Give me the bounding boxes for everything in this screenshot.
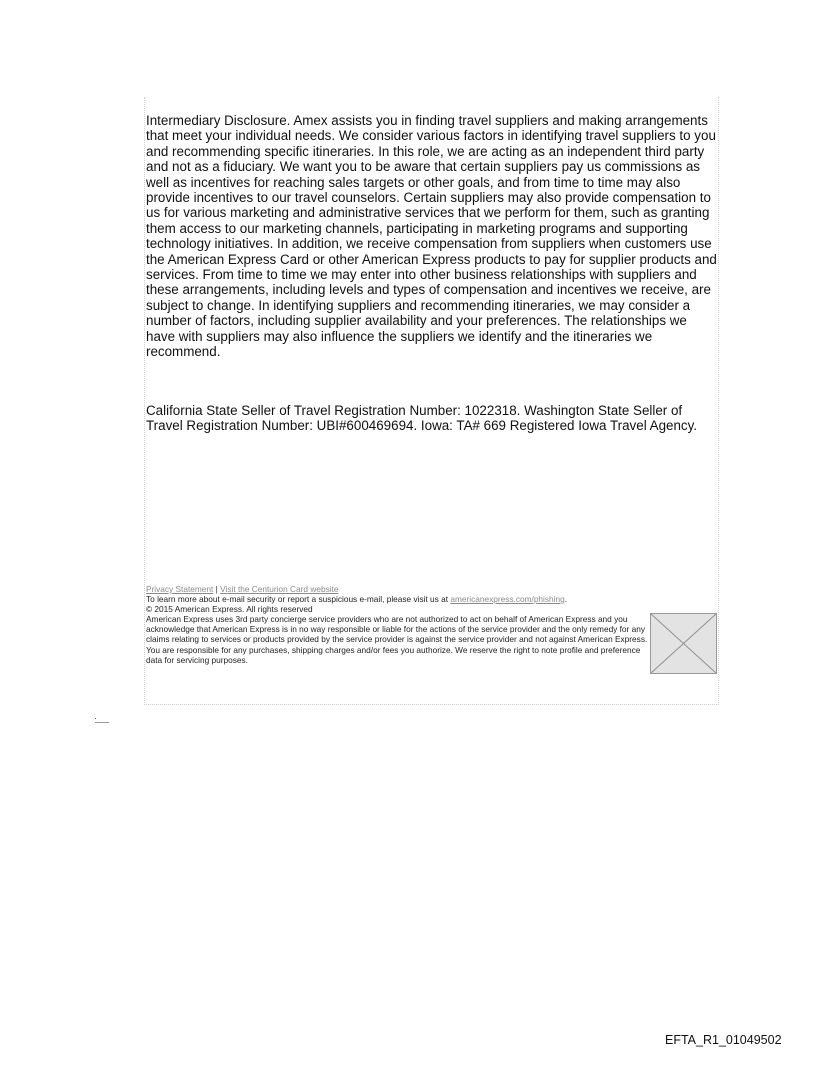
phishing-link[interactable]: americanexpress.com/phishing [450, 594, 565, 604]
stray-mark [95, 718, 109, 724]
email-security-text: To learn more about e-mail security or report a suspicious e-mail, please visit us at [146, 594, 449, 604]
link-separator: | [215, 584, 218, 594]
intermediary-disclosure: Intermediary Disclosure. Amex assists you in finding travel suppliers and making arrangements that meet your individual needs. We consider various factors in identifying travel suppliers to you and recommending specific itineraries. In this role, we are acting as an independent third party and not as a fiduciary. We want you to be aware that certain suppliers pay us commissions as well as incentives for reaching sales targets or other goals, and from time to time may also provide incentives to our travel counselors. Certain suppliers may also provide compensation to us for various marketing and administrative services that we perform for them, such as granting them access to our marketing channels, participating in marketing programs and supporting technology initiatives. In addition, we receive compensation from suppliers when customers use the American Express Card or other American Express products to pay for supplier products and services. From time to time we may enter into other business relationships with suppliers and these arrangements, including levels and types of compensation and incentives we receive, are subject to change. In identifying suppliers and recommending itineraries, we may consider a number of factors, including supplier availability and your preferences. The relationships we have with suppliers may also influence the suppliers we identify and the itineraries we recommend. [146, 113, 717, 360]
copyright-notice: © 2015 American Express. All rights reserved [146, 604, 313, 614]
privacy-statement-link[interactable]: Privacy Statement [146, 584, 214, 594]
email-security-end: . [564, 594, 568, 604]
seller-of-travel-registration: California State Seller of Travel Registration Number: 1022318. Washington State Seller of Travel Registration Number: UBI#600469694. Iowa: TA# 669 Registered Iowa Travel Agency. [146, 403, 698, 434]
email-security-notice [146, 594, 567, 604]
broken-image-icon [650, 613, 717, 674]
footer-links [146, 584, 338, 594]
centurion-card-website-link[interactable]: Visit the Centurion Card website [220, 584, 339, 594]
document-id: EFTA_R1_01049502 [665, 1033, 782, 1047]
concierge-disclaimer: American Express uses 3rd party concierge service providers who are not authorized to act on behalf of American Express and you acknowledge that American Express is in no way responsible or liable for the actions of the service provider and the only remedy for any claims relating to services or products provided by the service provider is against the service provider and not against American Express. You are responsible for any purchases, shipping charges and/or fees you authorize. We reserve the right to note profile and preference data for servicing purposes. [146, 614, 648, 665]
